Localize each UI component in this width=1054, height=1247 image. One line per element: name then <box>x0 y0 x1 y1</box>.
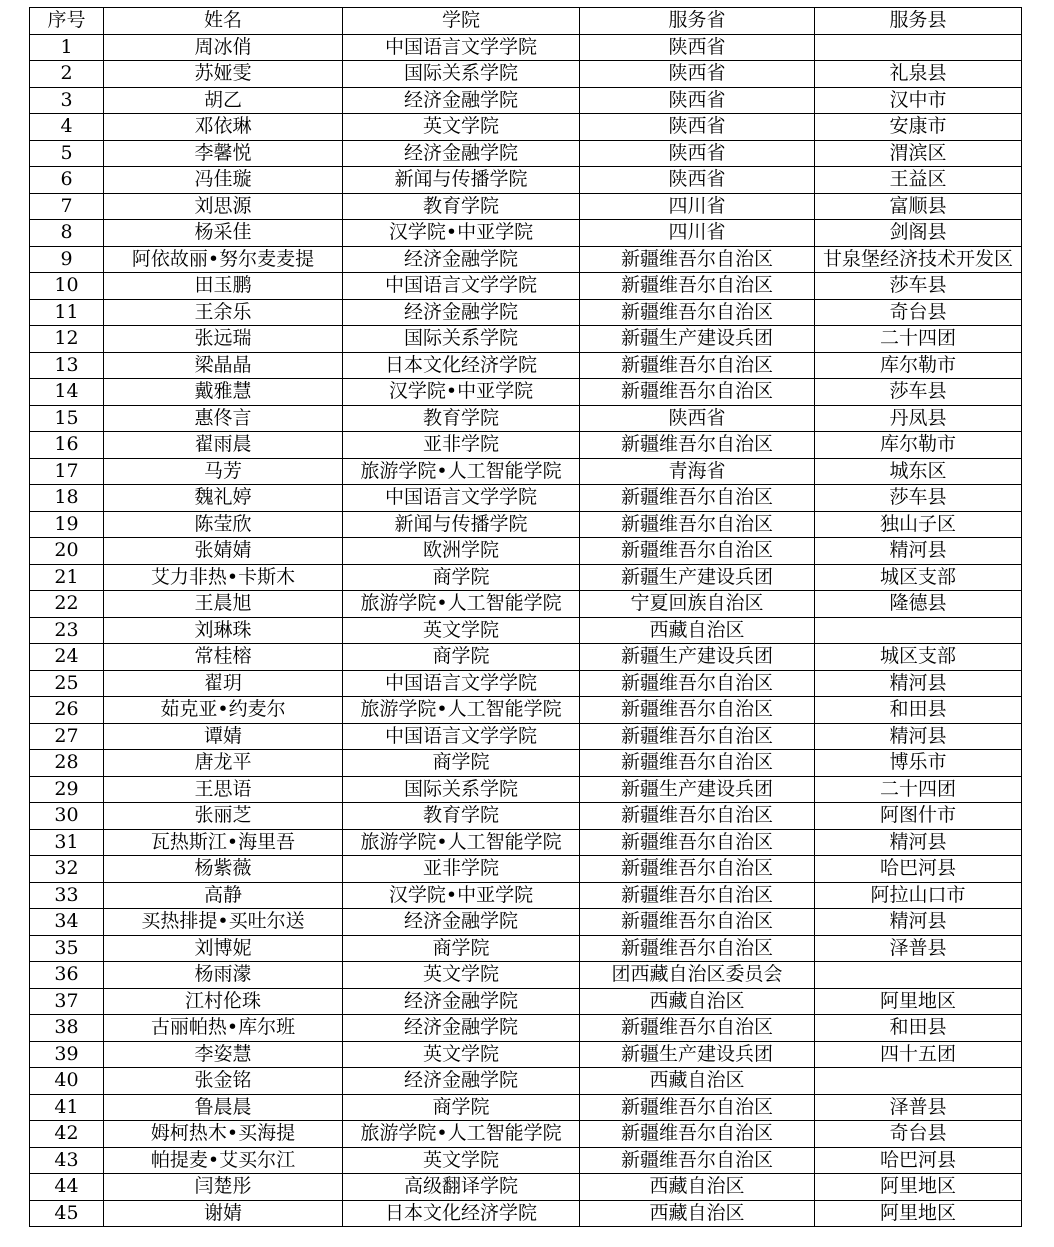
cell-province: 新疆维吾尔自治区 <box>580 246 815 273</box>
cell-province: 新疆维吾尔自治区 <box>580 1147 815 1174</box>
cell-province: 陕西省 <box>580 114 815 141</box>
cell-county: 城区支部 <box>815 564 1022 591</box>
table-row <box>30 193 1022 220</box>
table-row <box>30 909 1022 936</box>
cell-college: 经济金融学院 <box>343 246 580 273</box>
cell-county: 精河县 <box>815 723 1022 750</box>
table-row <box>30 803 1022 830</box>
cell-college: 欧洲学院 <box>343 538 580 565</box>
table-row <box>30 988 1022 1015</box>
table-row <box>30 670 1022 697</box>
cell-college: 英文学院 <box>343 962 580 989</box>
cell-index: 26 <box>30 697 104 724</box>
cell-index: 43 <box>30 1147 104 1174</box>
cell-county: 泽普县 <box>815 935 1022 962</box>
cell-province: 新疆维吾尔自治区 <box>580 1121 815 1148</box>
cell-index: 40 <box>30 1068 104 1095</box>
cell-college: 亚非学院 <box>343 432 580 459</box>
cell-province: 新疆生产建设兵团 <box>580 1041 815 1068</box>
cell-name: 张远瑞 <box>104 326 343 353</box>
table-row <box>30 617 1022 644</box>
cell-college: 经济金融学院 <box>343 140 580 167</box>
cell-college: 汉学院•中亚学院 <box>343 882 580 909</box>
cell-index: 20 <box>30 538 104 565</box>
cell-index: 30 <box>30 803 104 830</box>
cell-county: 莎车县 <box>815 273 1022 300</box>
table-row <box>30 61 1022 88</box>
cell-index: 12 <box>30 326 104 353</box>
cell-name: 刘博妮 <box>104 935 343 962</box>
cell-name: 李姿慧 <box>104 1041 343 1068</box>
cell-province: 新疆维吾尔自治区 <box>580 803 815 830</box>
cell-province: 西藏自治区 <box>580 617 815 644</box>
cell-index: 28 <box>30 750 104 777</box>
table-row <box>30 644 1022 671</box>
table-row <box>30 935 1022 962</box>
table-row <box>30 511 1022 538</box>
cell-county: 剑阁县 <box>815 220 1022 247</box>
cell-name: 胡乙 <box>104 87 343 114</box>
cell-province: 陕西省 <box>580 61 815 88</box>
cell-college: 日本文化经济学院 <box>343 352 580 379</box>
cell-name: 鲁晨晨 <box>104 1094 343 1121</box>
cell-province: 新疆维吾尔自治区 <box>580 697 815 724</box>
cell-name: 张金铭 <box>104 1068 343 1095</box>
cell-index: 35 <box>30 935 104 962</box>
cell-province: 新疆维吾尔自治区 <box>580 485 815 512</box>
cell-county: 和田县 <box>815 1015 1022 1042</box>
cell-name: 茹克亚•约麦尔 <box>104 697 343 724</box>
cell-province: 新疆维吾尔自治区 <box>580 299 815 326</box>
cell-college: 英文学院 <box>343 114 580 141</box>
cell-name: 古丽帕热•库尔班 <box>104 1015 343 1042</box>
cell-index: 17 <box>30 458 104 485</box>
cell-county: 和田县 <box>815 697 1022 724</box>
table-row <box>30 882 1022 909</box>
cell-college: 国际关系学院 <box>343 61 580 88</box>
cell-name: 梁晶晶 <box>104 352 343 379</box>
cell-college: 教育学院 <box>343 193 580 220</box>
cell-province: 西藏自治区 <box>580 1068 815 1095</box>
cell-name: 惠佟言 <box>104 405 343 432</box>
cell-index: 34 <box>30 909 104 936</box>
cell-index: 41 <box>30 1094 104 1121</box>
cell-college: 经济金融学院 <box>343 87 580 114</box>
cell-index: 6 <box>30 167 104 194</box>
cell-college: 中国语言文学学院 <box>343 485 580 512</box>
table-row <box>30 1094 1022 1121</box>
cell-college: 中国语言文学学院 <box>343 670 580 697</box>
cell-college: 新闻与传播学院 <box>343 167 580 194</box>
cell-college: 经济金融学院 <box>343 1015 580 1042</box>
cell-county: 独山子区 <box>815 511 1022 538</box>
cell-county: 阿里地区 <box>815 1174 1022 1201</box>
header-index: 序号 <box>30 8 104 35</box>
cell-name: 邓依琳 <box>104 114 343 141</box>
cell-college: 中国语言文学学院 <box>343 273 580 300</box>
cell-index: 39 <box>30 1041 104 1068</box>
table-header-row <box>30 8 1022 35</box>
cell-index: 42 <box>30 1121 104 1148</box>
cell-county: 阿拉山口市 <box>815 882 1022 909</box>
cell-province: 西藏自治区 <box>580 1200 815 1227</box>
cell-name: 姆柯热木•买海提 <box>104 1121 343 1148</box>
cell-county: 富顺县 <box>815 193 1022 220</box>
table-row <box>30 1200 1022 1227</box>
cell-county <box>815 617 1022 644</box>
cell-college: 商学院 <box>343 564 580 591</box>
cell-name: 唐龙平 <box>104 750 343 777</box>
table-row <box>30 246 1022 273</box>
cell-county: 精河县 <box>815 909 1022 936</box>
cell-name: 帕提麦•艾买尔江 <box>104 1147 343 1174</box>
cell-index: 25 <box>30 670 104 697</box>
cell-county: 阿里地区 <box>815 988 1022 1015</box>
cell-county: 城区支部 <box>815 644 1022 671</box>
cell-college: 英文学院 <box>343 1041 580 1068</box>
cell-index: 8 <box>30 220 104 247</box>
cell-county: 安康市 <box>815 114 1022 141</box>
table-row <box>30 34 1022 61</box>
cell-province: 新疆生产建设兵团 <box>580 564 815 591</box>
cell-name: 王晨旭 <box>104 591 343 618</box>
cell-index: 27 <box>30 723 104 750</box>
cell-province: 新疆生产建设兵团 <box>580 326 815 353</box>
cell-county <box>815 1068 1022 1095</box>
cell-name: 魏礼婷 <box>104 485 343 512</box>
cell-name: 王余乐 <box>104 299 343 326</box>
table-row <box>30 326 1022 353</box>
cell-index: 14 <box>30 379 104 406</box>
cell-index: 36 <box>30 962 104 989</box>
cell-province: 陕西省 <box>580 140 815 167</box>
table-row <box>30 564 1022 591</box>
table-row <box>30 352 1022 379</box>
cell-province: 新疆维吾尔自治区 <box>580 432 815 459</box>
cell-county: 哈巴河县 <box>815 856 1022 883</box>
cell-name: 江村伦珠 <box>104 988 343 1015</box>
cell-college: 汉学院•中亚学院 <box>343 379 580 406</box>
cell-province: 新疆维吾尔自治区 <box>580 829 815 856</box>
cell-name: 翟雨晨 <box>104 432 343 459</box>
cell-county: 汉中市 <box>815 87 1022 114</box>
cell-province: 新疆维吾尔自治区 <box>580 882 815 909</box>
cell-name: 买热排提•买吐尔送 <box>104 909 343 936</box>
cell-name: 田玉鹏 <box>104 273 343 300</box>
cell-name: 杨雨濛 <box>104 962 343 989</box>
table-row <box>30 776 1022 803</box>
cell-province: 陕西省 <box>580 405 815 432</box>
cell-college: 经济金融学院 <box>343 299 580 326</box>
cell-county: 王益区 <box>815 167 1022 194</box>
cell-college: 教育学院 <box>343 803 580 830</box>
cell-county: 二十四团 <box>815 776 1022 803</box>
cell-province: 新疆维吾尔自治区 <box>580 379 815 406</box>
cell-index: 38 <box>30 1015 104 1042</box>
cell-name: 杨采佳 <box>104 220 343 247</box>
cell-province: 新疆维吾尔自治区 <box>580 352 815 379</box>
header-name: 姓名 <box>104 8 343 35</box>
cell-province: 青海省 <box>580 458 815 485</box>
cell-province: 陕西省 <box>580 167 815 194</box>
cell-college: 国际关系学院 <box>343 326 580 353</box>
cell-county: 哈巴河县 <box>815 1147 1022 1174</box>
cell-index: 22 <box>30 591 104 618</box>
cell-college: 亚非学院 <box>343 856 580 883</box>
table-row <box>30 273 1022 300</box>
cell-college: 英文学院 <box>343 1147 580 1174</box>
cell-college: 中国语言文学学院 <box>343 723 580 750</box>
cell-college: 经济金融学院 <box>343 988 580 1015</box>
cell-province: 新疆维吾尔自治区 <box>580 538 815 565</box>
cell-college: 旅游学院•人工智能学院 <box>343 829 580 856</box>
header-college: 学院 <box>343 8 580 35</box>
cell-province: 陕西省 <box>580 34 815 61</box>
table-row <box>30 750 1022 777</box>
cell-name: 马芳 <box>104 458 343 485</box>
cell-index: 16 <box>30 432 104 459</box>
cell-college: 商学院 <box>343 750 580 777</box>
cell-province: 新疆维吾尔自治区 <box>580 935 815 962</box>
cell-province: 陕西省 <box>580 87 815 114</box>
cell-county: 隆德县 <box>815 591 1022 618</box>
cell-county: 精河县 <box>815 670 1022 697</box>
header-province: 服务省 <box>580 8 815 35</box>
cell-index: 3 <box>30 87 104 114</box>
table-row <box>30 379 1022 406</box>
cell-province: 新疆维吾尔自治区 <box>580 750 815 777</box>
cell-index: 33 <box>30 882 104 909</box>
cell-index: 1 <box>30 34 104 61</box>
cell-province: 新疆维吾尔自治区 <box>580 273 815 300</box>
cell-province: 新疆维吾尔自治区 <box>580 723 815 750</box>
cell-index: 19 <box>30 511 104 538</box>
cell-county: 阿里地区 <box>815 1200 1022 1227</box>
table-row <box>30 962 1022 989</box>
cell-college: 新闻与传播学院 <box>343 511 580 538</box>
cell-college: 高级翻译学院 <box>343 1174 580 1201</box>
cell-county: 丹凤县 <box>815 405 1022 432</box>
cell-county: 甘泉堡经济技术开发区 <box>815 246 1022 273</box>
cell-name: 陈莹欣 <box>104 511 343 538</box>
cell-county: 礼泉县 <box>815 61 1022 88</box>
cell-index: 24 <box>30 644 104 671</box>
cell-county: 库尔勒市 <box>815 352 1022 379</box>
cell-index: 23 <box>30 617 104 644</box>
cell-index: 44 <box>30 1174 104 1201</box>
cell-county: 精河县 <box>815 829 1022 856</box>
cell-county: 二十四团 <box>815 326 1022 353</box>
cell-county: 泽普县 <box>815 1094 1022 1121</box>
cell-college: 旅游学院•人工智能学院 <box>343 591 580 618</box>
cell-college: 英文学院 <box>343 617 580 644</box>
cell-index: 15 <box>30 405 104 432</box>
header-county: 服务县 <box>815 8 1022 35</box>
cell-county <box>815 962 1022 989</box>
cell-name: 闫楚彤 <box>104 1174 343 1201</box>
cell-college: 旅游学院•人工智能学院 <box>343 1121 580 1148</box>
table-row <box>30 538 1022 565</box>
cell-index: 9 <box>30 246 104 273</box>
cell-province: 西藏自治区 <box>580 1174 815 1201</box>
cell-index: 18 <box>30 485 104 512</box>
cell-province: 新疆维吾尔自治区 <box>580 909 815 936</box>
table-row <box>30 220 1022 247</box>
cell-name: 刘思源 <box>104 193 343 220</box>
cell-name: 刘琳珠 <box>104 617 343 644</box>
cell-college: 经济金融学院 <box>343 909 580 936</box>
cell-name: 冯佳璇 <box>104 167 343 194</box>
table-row <box>30 87 1022 114</box>
cell-name: 张丽芝 <box>104 803 343 830</box>
cell-province: 四川省 <box>580 220 815 247</box>
cell-college: 国际关系学院 <box>343 776 580 803</box>
cell-name: 阿依故丽•努尔麦麦提 <box>104 246 343 273</box>
table-row <box>30 299 1022 326</box>
cell-college: 商学院 <box>343 935 580 962</box>
cell-college: 日本文化经济学院 <box>343 1200 580 1227</box>
table-row <box>30 1068 1022 1095</box>
cell-county: 库尔勒市 <box>815 432 1022 459</box>
volunteer-table <box>29 7 1022 1227</box>
cell-name: 张婧婧 <box>104 538 343 565</box>
cell-province: 新疆维吾尔自治区 <box>580 856 815 883</box>
cell-province: 新疆维吾尔自治区 <box>580 511 815 538</box>
table-row <box>30 1147 1022 1174</box>
cell-college: 经济金融学院 <box>343 1068 580 1095</box>
table-row <box>30 697 1022 724</box>
cell-college: 教育学院 <box>343 405 580 432</box>
cell-college: 汉学院•中亚学院 <box>343 220 580 247</box>
table-row <box>30 167 1022 194</box>
cell-name: 戴雅慧 <box>104 379 343 406</box>
table-row <box>30 1015 1022 1042</box>
cell-province: 新疆生产建设兵团 <box>580 644 815 671</box>
cell-name: 李馨悦 <box>104 140 343 167</box>
cell-name: 常桂榕 <box>104 644 343 671</box>
table-row <box>30 1041 1022 1068</box>
cell-index: 29 <box>30 776 104 803</box>
cell-province: 新疆维吾尔自治区 <box>580 670 815 697</box>
cell-name: 高静 <box>104 882 343 909</box>
cell-index: 32 <box>30 856 104 883</box>
cell-province: 新疆维吾尔自治区 <box>580 1015 815 1042</box>
cell-province: 宁夏回族自治区 <box>580 591 815 618</box>
table-body <box>30 34 1022 1227</box>
table-row <box>30 114 1022 141</box>
cell-name: 王思语 <box>104 776 343 803</box>
cell-province: 新疆生产建设兵团 <box>580 776 815 803</box>
cell-province: 团西藏自治区委员会 <box>580 962 815 989</box>
cell-province: 新疆维吾尔自治区 <box>580 1094 815 1121</box>
cell-index: 31 <box>30 829 104 856</box>
cell-college: 商学院 <box>343 1094 580 1121</box>
table-row <box>30 140 1022 167</box>
cell-index: 21 <box>30 564 104 591</box>
cell-county: 四十五团 <box>815 1041 1022 1068</box>
cell-name: 谢婧 <box>104 1200 343 1227</box>
cell-college: 商学院 <box>343 644 580 671</box>
cell-province: 西藏自治区 <box>580 988 815 1015</box>
cell-index: 2 <box>30 61 104 88</box>
cell-county: 博乐市 <box>815 750 1022 777</box>
table-row <box>30 432 1022 459</box>
cell-index: 7 <box>30 193 104 220</box>
table-row <box>30 1121 1022 1148</box>
cell-name: 谭婧 <box>104 723 343 750</box>
cell-index: 4 <box>30 114 104 141</box>
cell-college: 中国语言文学学院 <box>343 34 580 61</box>
table-row <box>30 829 1022 856</box>
cell-county: 城东区 <box>815 458 1022 485</box>
table-row <box>30 591 1022 618</box>
cell-index: 11 <box>30 299 104 326</box>
cell-college: 旅游学院•人工智能学院 <box>343 697 580 724</box>
cell-county: 渭滨区 <box>815 140 1022 167</box>
cell-name: 翟玥 <box>104 670 343 697</box>
cell-county: 阿图什市 <box>815 803 1022 830</box>
cell-index: 37 <box>30 988 104 1015</box>
cell-name: 杨紫薇 <box>104 856 343 883</box>
table-row <box>30 405 1022 432</box>
cell-name: 周冰俏 <box>104 34 343 61</box>
cell-college: 旅游学院•人工智能学院 <box>343 458 580 485</box>
cell-name: 艾力非热•卡斯木 <box>104 564 343 591</box>
cell-index: 13 <box>30 352 104 379</box>
table-row <box>30 1174 1022 1201</box>
cell-name: 瓦热斯江•海里吾 <box>104 829 343 856</box>
cell-province: 四川省 <box>580 193 815 220</box>
cell-index: 10 <box>30 273 104 300</box>
table-row <box>30 485 1022 512</box>
table-row <box>30 723 1022 750</box>
cell-index: 5 <box>30 140 104 167</box>
cell-county <box>815 34 1022 61</box>
cell-county: 奇台县 <box>815 299 1022 326</box>
cell-name: 苏娅雯 <box>104 61 343 88</box>
cell-county: 莎车县 <box>815 485 1022 512</box>
cell-county: 奇台县 <box>815 1121 1022 1148</box>
cell-index: 45 <box>30 1200 104 1227</box>
cell-county: 精河县 <box>815 538 1022 565</box>
table-row <box>30 856 1022 883</box>
cell-county: 莎车县 <box>815 379 1022 406</box>
table-row <box>30 458 1022 485</box>
